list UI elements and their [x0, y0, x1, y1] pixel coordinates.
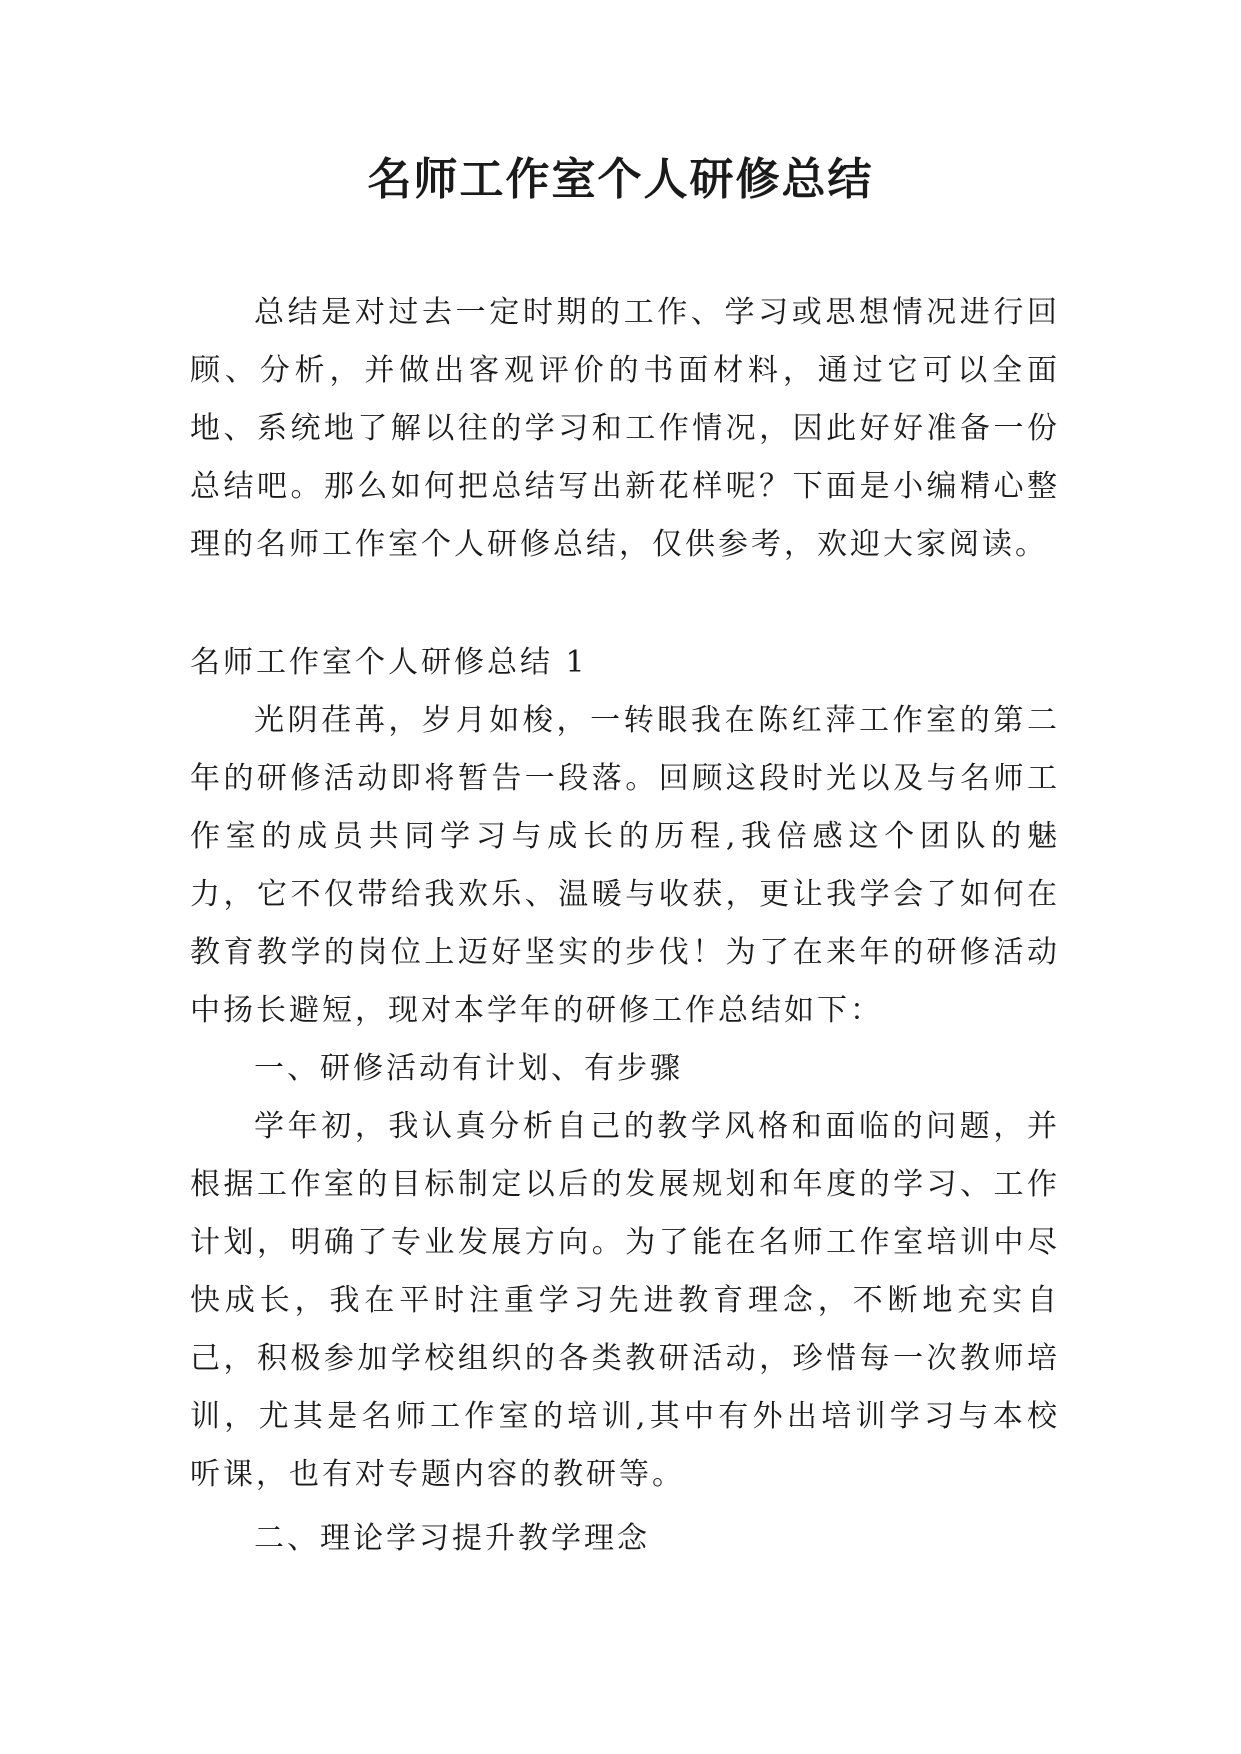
section-1	[190, 634, 1060, 1568]
section-title: 名师工作室个人研修总结 1	[190, 645, 588, 680]
body-paragraph: 学年初，我认真分析自己的教学风格和面临的问题，并根据工作室的目标制定以后的发展规划和年度的学习、工作计划，明确了专业发展方向。为了能在名师工作室培训中尽快成长，我在平时注重学习先进教育理念，不断地充实自己，积极参加学校组织的各类教研活动，珍惜每一次教师培训，尤其是名师工作室的培训,其中有外出培训学习与本校听课，也有对专题内容的教研等。	[190, 1109, 1060, 1492]
subheading: 二、理论学习提升教学理念	[254, 1521, 650, 1556]
body-paragraph: 光阴荏苒，岁月如梭，一转眼我在陈红萍工作室的第二年的研修活动即将暂告一段落。回顾这段时光以及与名师工作室的成员共同学习与成长的历程,我倍感这个团队的魅力，它不仅带给我欢乐、温暖与收获，更让我学会了如何在教育教学的岗位上迈好坚实的步伐！为了在来年的研修活动中扬长避短，现对本学年的研修工作总结如下：	[190, 703, 1060, 1028]
subheading: 一、研修活动有计划、有步骤	[254, 1051, 683, 1086]
document-title: 名师工作室个人研修总结	[367, 154, 874, 205]
intro-paragraph: 总结是对过去一定时期的工作、学习或思想情况进行回顾、分析，并做出客观评价的书面材料，通过它可以全面地、系统地了解以往的学习和工作情况，因此好好准备一份总结吧。那么如何把总结写出新花样呢？下面是小编精心整理的名师工作室个人研修总结，仅供参考，欢迎大家阅读。	[190, 295, 1060, 562]
